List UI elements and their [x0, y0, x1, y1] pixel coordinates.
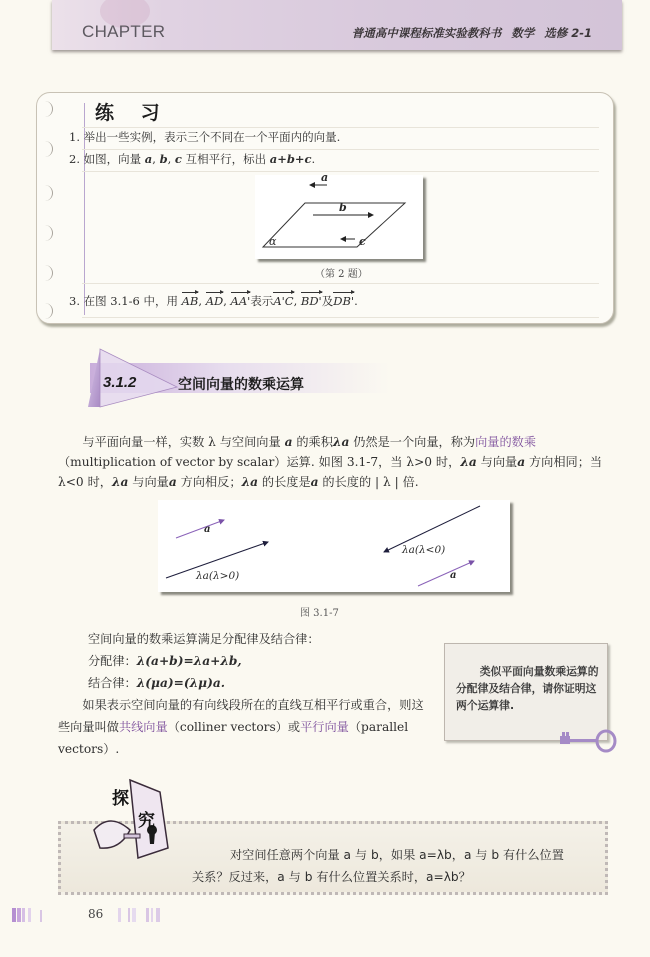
text: （parallel vectors）.: [58, 720, 409, 756]
ruled-line: [82, 127, 599, 128]
term-scalar-multiplication: 向量的数乘: [475, 435, 537, 449]
label-a-left: a: [204, 524, 211, 535]
term-collinear-vectors: 共线向量: [118, 720, 168, 734]
laws-intro: 空间向量的数乘运算满足分配律及结合律：: [88, 632, 320, 646]
distributive-law: [88, 650, 242, 672]
section-number: 3.1.2: [103, 374, 137, 391]
text: 与向量: [480, 455, 518, 469]
label-b: b: [339, 201, 347, 214]
text: 如果表示空间向量的有向线段所在的直线互相平行或重合，则这些向量叫做: [58, 698, 424, 734]
parallel-vectors-diagram: [255, 175, 423, 259]
law-expression: λ(μa)=(λμ)a.: [136, 676, 225, 690]
page-header: [52, 0, 622, 50]
item-text: 举出一些实例，表示三个不同在一个平面内的向量.: [83, 130, 341, 144]
binder-ring-icon: [39, 265, 53, 281]
vector-b: b: [159, 152, 168, 166]
section-title: 空间向量的数乘运算: [178, 377, 304, 393]
intro-paragraph: [58, 432, 618, 492]
label-a: a: [321, 171, 329, 184]
vector-a: a: [517, 455, 526, 469]
volume-label: 选修 2-1: [544, 26, 592, 40]
label-lambda-positive: λa(λ>0): [196, 570, 240, 582]
binder-ring-icon: [39, 185, 53, 201]
exercise-item-1: [69, 129, 340, 145]
item-number: 1.: [69, 130, 80, 144]
exercise-item-3: 3. 在图 3.1-6 中，用 AB, AD, AA'表示A'C, BD'及DB'.: [69, 291, 358, 309]
vector-sum-expr: a+b+c: [269, 152, 312, 166]
item-text: 互相平行，标出: [185, 152, 267, 166]
text: 仍然是一个向量，称为: [353, 435, 476, 449]
series-title: 普通高中课程标准实验教科书: [351, 26, 502, 40]
ruled-line: [82, 171, 599, 172]
item-number: 3.: [69, 294, 80, 308]
label-plane-alpha: α: [269, 235, 277, 248]
side-note-text: 类似平面向量数乘运算的分配律及结合律，请你证明这两个运算律.: [456, 665, 599, 712]
explore-badge-char-2: 究: [138, 811, 155, 831]
figure-caption: 图 3.1-7: [300, 608, 339, 619]
item-number: 2.: [69, 152, 80, 166]
punct: .: [311, 152, 316, 166]
item-text: 表示: [250, 294, 274, 308]
explore-badge-char-1: 探: [112, 789, 129, 809]
item-text: 如图，向量: [83, 152, 142, 166]
text: 方向相反；: [180, 475, 242, 489]
binder-ring-icon: [39, 225, 53, 241]
lambda-a: λa: [241, 475, 259, 489]
item-text: 及: [321, 294, 334, 308]
explore-line-2: 关系？反过来，a 与 b 有什么位置关系时，a=λb？: [192, 870, 471, 884]
explore-line-1: 对空间任意两个向量 a 与 b，如果 a=λb，a 与 b 有什么位置: [230, 848, 564, 862]
punct: .: [354, 294, 358, 308]
lambda-a: λa: [332, 435, 350, 449]
item-text: 在图 3.1-6 中，用: [83, 294, 178, 308]
text: 的乘积: [296, 435, 333, 449]
collinear-paragraph: [58, 694, 426, 760]
page-number: 86: [88, 907, 104, 921]
binder-ring-icon: [39, 141, 53, 157]
vector-a: a: [144, 152, 153, 166]
ruled-line: [82, 317, 599, 318]
lambda-a: λa: [111, 475, 129, 489]
chapter-label: CHAPTER: [82, 22, 166, 41]
term-parallel-vectors: 平行向量: [300, 720, 349, 734]
vector-a: a: [284, 435, 293, 449]
lambda-a: λa: [460, 455, 477, 469]
footer-decoration-right: [118, 908, 178, 922]
book-title: [342, 25, 592, 41]
vector-c: c: [174, 152, 182, 166]
text: （colliner vectors）或: [167, 720, 301, 734]
key-icon: [560, 728, 618, 754]
label-a-right: a: [450, 570, 457, 581]
law-expression: λ(a+b)=λa+λb,: [136, 654, 242, 668]
vector-BD1: BD': [301, 291, 322, 308]
ruled-line: [82, 283, 599, 284]
explore-question: [192, 844, 602, 888]
vector-DB1: DB': [333, 291, 354, 308]
law-label: 分配律：: [88, 654, 137, 668]
text: 的长度是: [261, 475, 311, 489]
text: 与平面向量一样，实数 λ 与空间向量: [82, 435, 281, 449]
text: 的长度的 | λ | 倍.: [322, 475, 419, 489]
exercise-box: [36, 92, 614, 324]
ruled-line: [82, 149, 599, 150]
text: （multiplication of vector by scalar）运算. 如图 3.1-7，当 λ>0 时，: [58, 455, 461, 469]
explore-badge-icon: [90, 778, 180, 862]
binder-ring-icon: [39, 303, 53, 319]
text: 与向量: [132, 475, 169, 489]
vector-AA1: AA': [231, 291, 251, 308]
figure-caption: （第 2 题）: [315, 269, 368, 280]
vector-A1C: A'C: [273, 291, 293, 308]
exercise-item-2: 2. 如图，向量 a, b, c 互相平行，标出 a+b+c.: [69, 152, 316, 166]
exercise-title: 练 习: [95, 102, 170, 124]
associative-law: [88, 672, 225, 694]
figure-problem-2: [255, 171, 423, 259]
footer-decoration-left: [12, 908, 82, 922]
text: 方向相同；当 λ<0 时，: [58, 455, 603, 489]
vector-AD: AD: [206, 291, 224, 308]
vector-AB: AB: [182, 291, 199, 308]
vector-a: a: [168, 475, 177, 489]
subject-label: 数学: [511, 26, 535, 40]
law-label: 结合律：: [88, 676, 137, 690]
figure-3-1-7: [158, 500, 510, 592]
label-lambda-negative: λa(λ<0): [402, 544, 446, 556]
label-c: c: [359, 235, 366, 248]
vector-a: a: [310, 475, 319, 489]
binder-ring-icon: [39, 101, 53, 117]
